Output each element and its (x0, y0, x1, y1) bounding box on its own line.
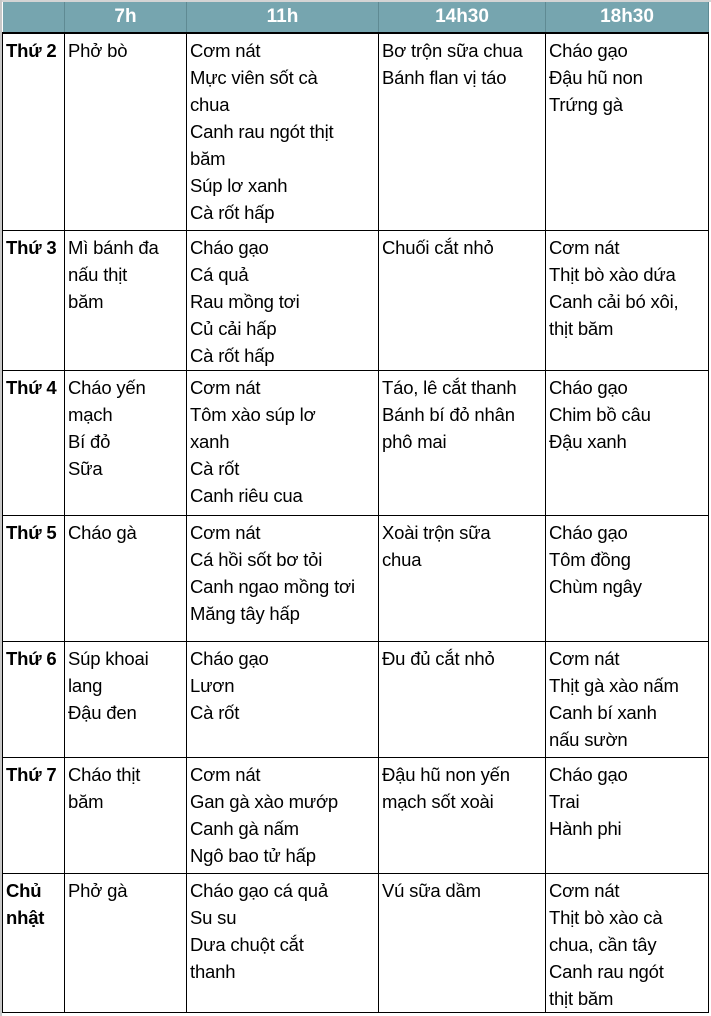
meal-item: Thịt bò xào dứa (549, 263, 676, 285)
meal-cell-14h30[interactable] (379, 873, 546, 1012)
meal-cell-18h30[interactable] (546, 515, 709, 641)
meal-cell-7h[interactable] (65, 757, 187, 873)
day-cell[interactable] (3, 873, 65, 1012)
meal-cell-14h30[interactable] (379, 515, 546, 641)
meal-item: Cháo gạo (190, 647, 269, 669)
day-label: Thứ 4 (6, 376, 57, 398)
meal-item: Đu đủ cắt nhỏ (382, 647, 495, 669)
meal-item: Canh bí xanh (549, 701, 657, 723)
meal-item: thịt băm (549, 987, 614, 1009)
header-11h[interactable]: 11h (187, 2, 379, 33)
meal-item: Táo, lê cắt thanh (382, 376, 517, 398)
meal-item: nấu thịt (68, 263, 128, 285)
meal-item: Trai (549, 790, 580, 812)
meal-item: Cháo gạo (549, 376, 628, 398)
meal-cell-11h[interactable] (187, 33, 379, 230)
meal-item: Cơm nát (190, 521, 261, 543)
meal-cell-11h[interactable] (187, 757, 379, 873)
meal-cell-14h30[interactable] (379, 641, 546, 757)
meal-item: chua, cần tây (549, 933, 657, 955)
meal-item: Cà rốt hấp (190, 202, 275, 223)
header-18h30[interactable]: 18h30 (546, 2, 709, 33)
meal-item: Cà rốt hấp (190, 344, 275, 366)
meal-cell-18h30[interactable] (546, 370, 709, 515)
meal-cell-18h30[interactable] (546, 757, 709, 873)
meal-item: băm (68, 290, 104, 312)
meal-item: Canh ngao mồng tơi (190, 575, 355, 597)
meal-item: Cơm nát (549, 236, 620, 258)
meal-item: Súp lơ xanh (190, 175, 288, 196)
day-label: Thứ 7 (6, 763, 57, 785)
meal-item: Củ cải hấp (190, 317, 277, 339)
meal-item: Cơm nát (549, 647, 620, 669)
meal-item: Cháo gạo cá quả (190, 879, 328, 901)
meal-item: phô mai (382, 430, 447, 452)
meal-item: Cháo gạo (549, 40, 628, 61)
meal-item: Đậu xanh (549, 430, 627, 452)
table-row (3, 757, 709, 873)
meal-item: chua (190, 94, 230, 115)
meal-item: Canh cải bó xôi, (549, 290, 679, 312)
day-cell[interactable] (3, 33, 65, 230)
meal-item: Cháo thịt (68, 763, 141, 785)
meal-cell-14h30[interactable] (379, 33, 546, 230)
day-label: Thứ 3 (6, 236, 57, 258)
table-row (3, 641, 709, 757)
day-label-line: Chủ (6, 879, 42, 901)
meal-item: Canh gà nấm (190, 817, 299, 839)
meal-item: Gan gà xào mướp (190, 790, 339, 812)
meal-item: xanh (190, 430, 230, 452)
meal-item: Bơ trộn sữa chua (382, 40, 523, 61)
meal-item: Mực viên sốt cà (190, 67, 318, 88)
meal-item: Canh rau ngót thịt (190, 121, 334, 142)
meal-item: Đậu hũ non yến (382, 763, 510, 785)
meal-item: Cháo yến (68, 376, 146, 398)
meal-item: Dưa chuột cắt (190, 933, 304, 955)
meal-cell-7h[interactable] (65, 641, 187, 757)
meal-item: Đậu hũ non (549, 67, 643, 88)
meal-item: Rau mồng tơi (190, 290, 300, 312)
meal-item: Ngô bao tử hấp (190, 844, 316, 866)
meal-item: chua (382, 548, 422, 570)
meal-cell-11h[interactable] (187, 230, 379, 370)
meal-item: Tôm xào súp lơ (190, 403, 316, 425)
meal-cell-18h30[interactable] (546, 641, 709, 757)
meal-item: lang (68, 674, 103, 696)
meal-item: Bí đỏ (68, 430, 111, 452)
meal-cell-7h[interactable] (65, 515, 187, 641)
meal-item: Cháo gạo (190, 236, 269, 258)
meal-item: Thịt gà xào nấm (549, 674, 679, 696)
table-row (3, 370, 709, 515)
meal-item: Phở bò (68, 40, 128, 61)
meal-item: Cháo gà (68, 521, 137, 543)
meal-item: Cá hồi sốt bơ tỏi (190, 548, 323, 570)
table-row (3, 873, 709, 1012)
meal-item: Thịt bò xào cà (549, 906, 663, 928)
meal-item: Cơm nát (190, 376, 261, 398)
meal-item: thanh (190, 960, 236, 982)
meal-cell-11h[interactable] (187, 873, 379, 1012)
meal-item: Canh riêu cua (190, 484, 303, 506)
meal-cell-14h30[interactable] (379, 757, 546, 873)
meal-item: Sữa (68, 457, 103, 479)
meal-item: Bánh flan vị táo (382, 67, 507, 88)
meal-cell-18h30[interactable] (546, 873, 709, 1012)
meal-cell-7h[interactable] (65, 370, 187, 515)
meal-item: Đậu đen (68, 701, 137, 723)
meal-cell-11h[interactable] (187, 515, 379, 641)
meal-item: Bánh bí đỏ nhân (382, 403, 515, 425)
meal-item: Cháo gạo (549, 763, 628, 785)
header-14h30[interactable]: 14h30 (379, 2, 546, 33)
meal-cell-11h[interactable] (187, 641, 379, 757)
header-7h[interactable]: 7h (65, 2, 187, 33)
meal-item: thịt băm (549, 317, 614, 339)
table-row (3, 230, 709, 370)
table-row (3, 33, 709, 230)
meal-item: Chuối cắt nhỏ (382, 236, 494, 258)
meal-cell-18h30[interactable] (546, 230, 709, 370)
meal-item: Cơm nát (549, 879, 620, 901)
header-corner-cell[interactable] (3, 2, 65, 33)
meal-item: Canh rau ngót (549, 960, 664, 982)
day-label-line: nhật (6, 906, 45, 928)
meal-item: Cà rốt (190, 457, 240, 479)
day-label: Thứ 6 (6, 647, 57, 669)
meal-item: Măng tây hấp (190, 602, 300, 624)
meal-item: Cà rốt (190, 701, 240, 723)
meal-item: Chùm ngây (549, 575, 642, 597)
day-label: Thứ 2 (6, 40, 57, 61)
meal-item: Súp khoai (68, 647, 149, 669)
meal-item: Vú sữa dầm (382, 879, 481, 901)
meal-item: Mì bánh đa (68, 236, 159, 258)
meal-item: Su su (190, 906, 237, 928)
day-cell[interactable] (3, 230, 65, 370)
meal-item: Phở gà (68, 879, 128, 901)
meal-item: Hành phi (549, 817, 622, 839)
meal-item: băm (68, 790, 104, 812)
day-label: Thứ 5 (6, 521, 57, 543)
meal-item: Tôm đồng (549, 548, 631, 570)
table-row (3, 515, 709, 641)
meal-item: Chim bồ câu (549, 403, 651, 425)
meal-item: Lươn (190, 674, 235, 696)
meal-item: Cơm nát (190, 40, 261, 61)
meal-cell-7h[interactable] (65, 873, 187, 1012)
meal-cell-7h[interactable] (65, 33, 187, 230)
meal-item: nấu sườn (549, 728, 628, 750)
day-cell[interactable] (3, 515, 65, 641)
meal-item: Cháo gạo (549, 521, 628, 543)
day-cell[interactable] (3, 641, 65, 757)
meal-cell-7h[interactable] (65, 230, 187, 370)
meal-item: Cá quả (190, 263, 249, 285)
meal-item: mạch sốt xoài (382, 790, 494, 812)
day-cell[interactable] (3, 370, 65, 515)
meal-item: Cơm nát (190, 763, 261, 785)
meal-cell-11h[interactable] (187, 370, 379, 515)
meal-item: Xoài trộn sữa (382, 521, 491, 543)
meal-item: băm (190, 148, 226, 169)
day-cell[interactable] (3, 757, 65, 873)
meal-item: Trứng gà (549, 94, 623, 115)
meal-item: mạch (68, 403, 113, 425)
meal-cell-14h30[interactable] (379, 230, 546, 370)
header-row (3, 2, 709, 33)
meal-cell-18h30[interactable] (546, 33, 709, 230)
weekly-meal-table (2, 2, 709, 1013)
meal-cell-14h30[interactable] (379, 370, 546, 515)
